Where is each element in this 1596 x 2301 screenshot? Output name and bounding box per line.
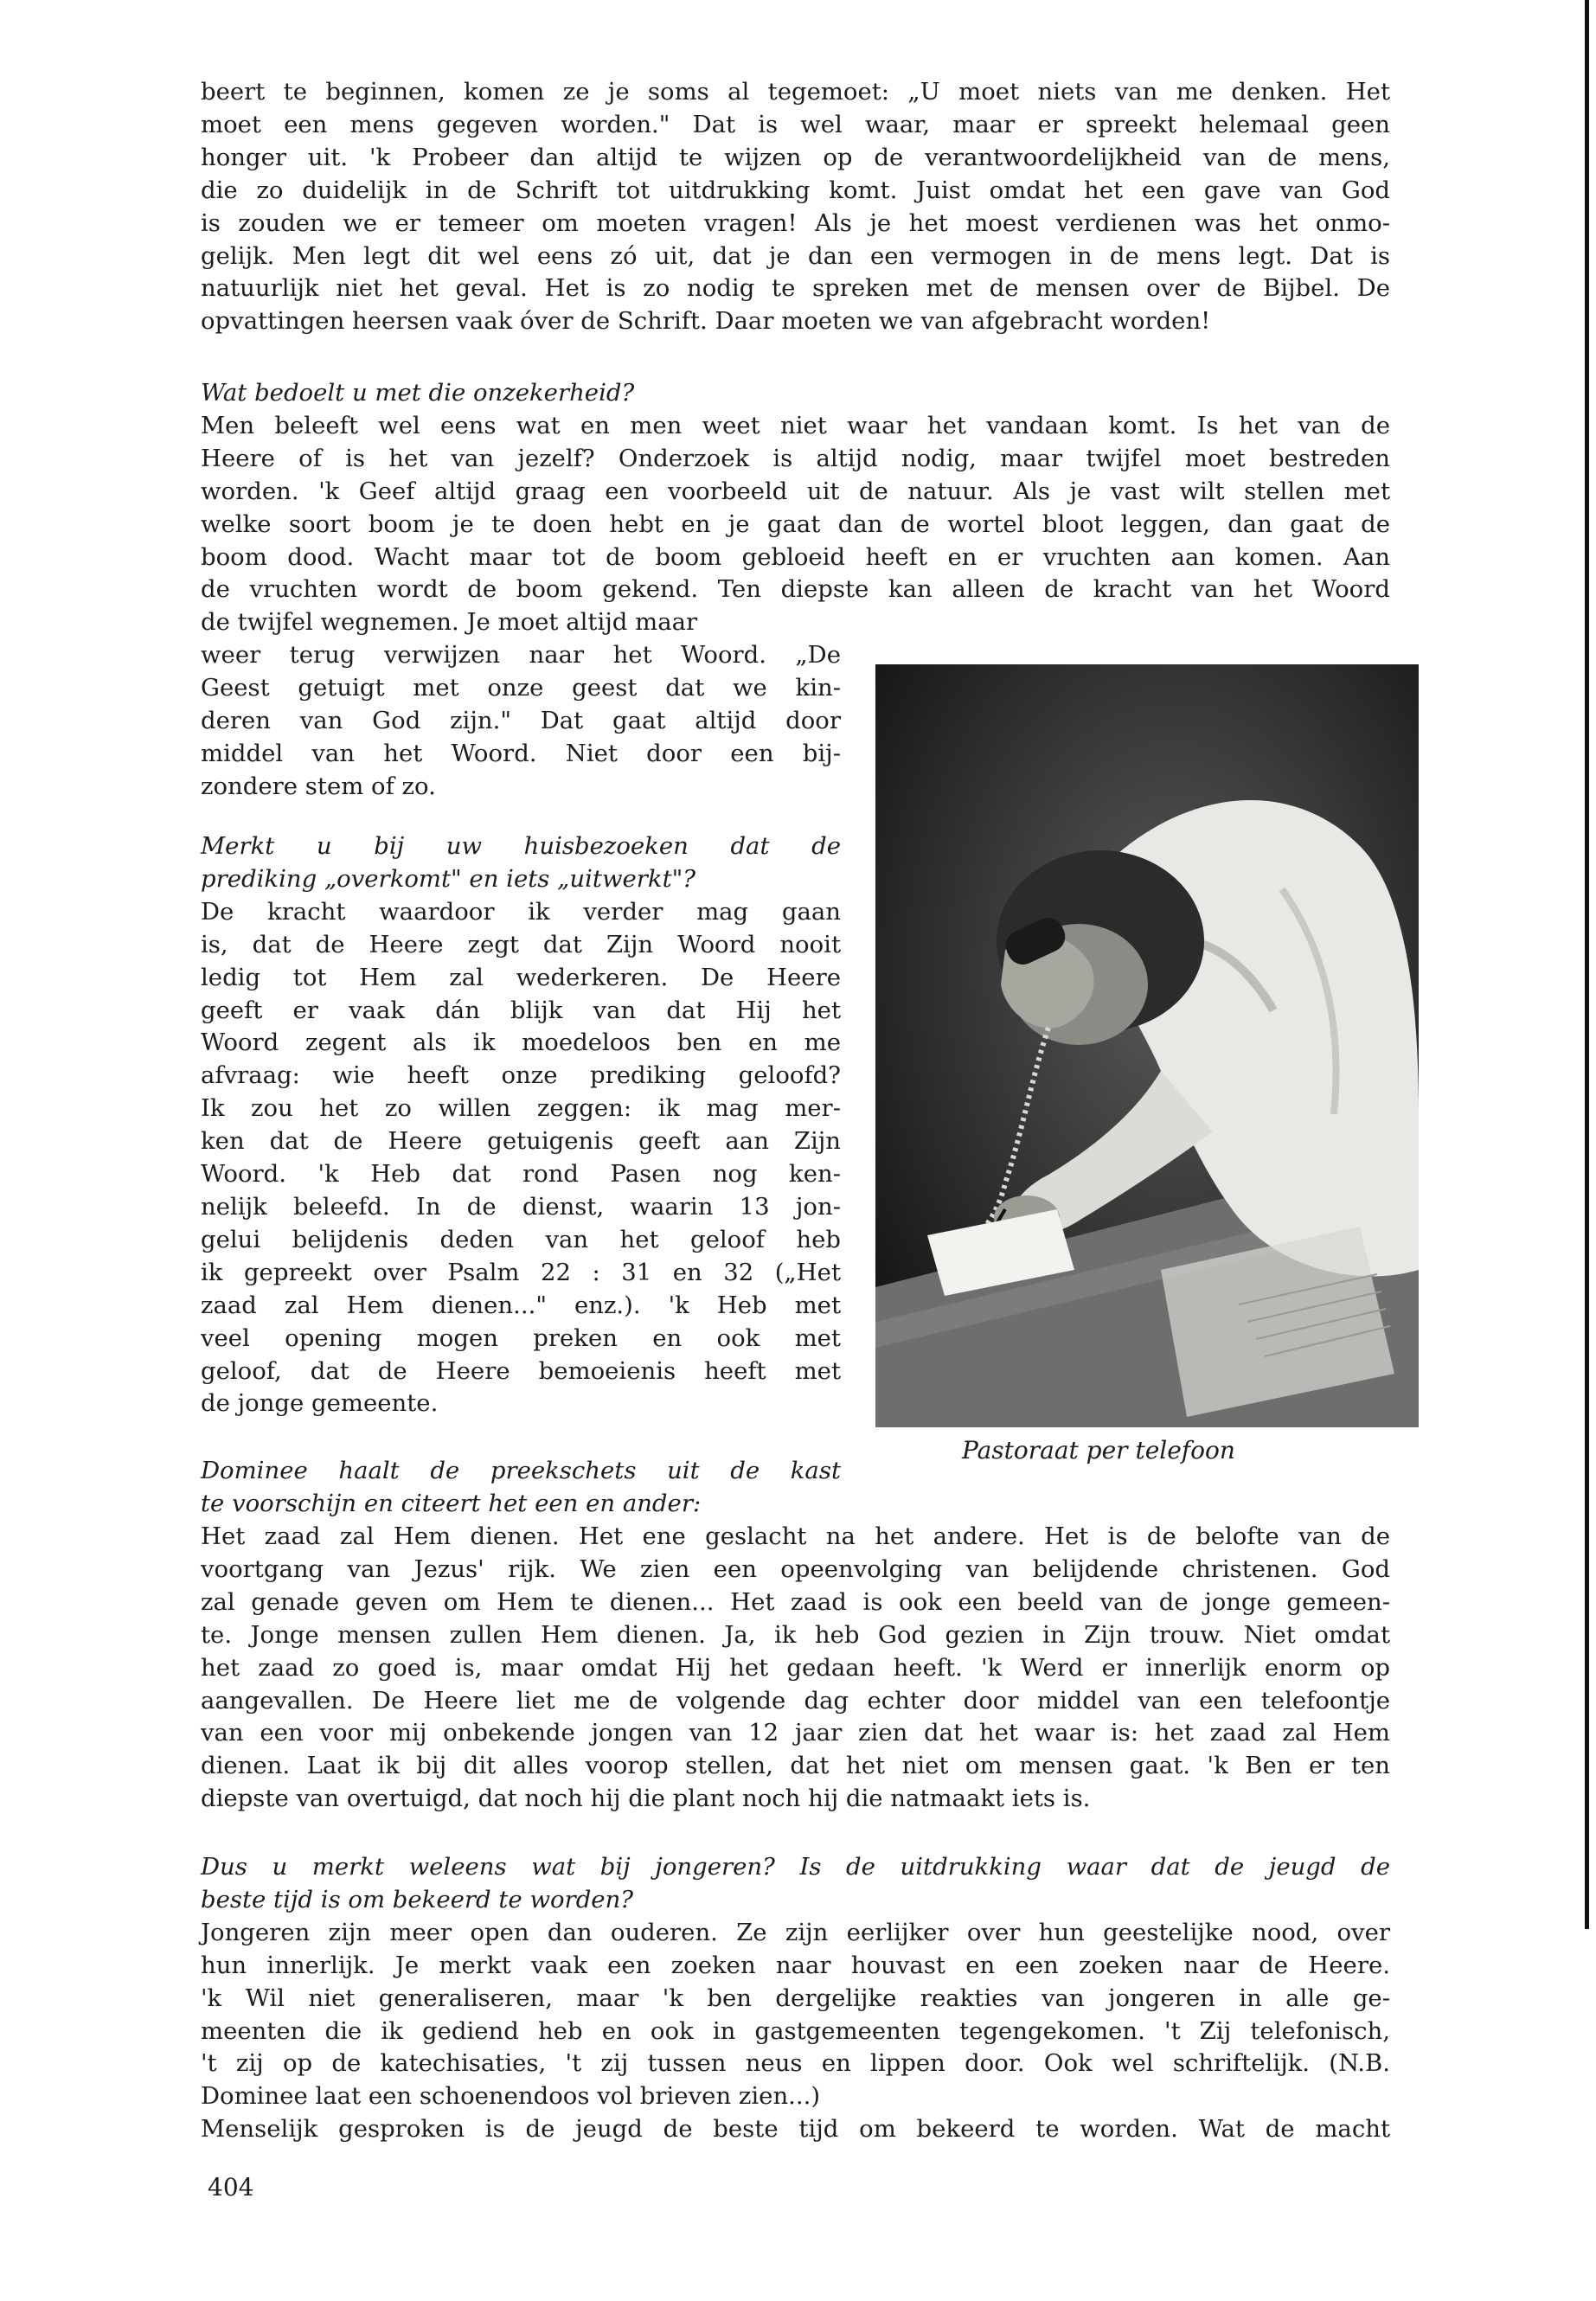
note-line: te voorschijn en citeert het een en ander: <box>201 1489 702 1517</box>
text-line: zaad zal Hem dienen..." enz.). 'k Heb met <box>201 1291 841 1319</box>
question-2-line: prediking „overkomt" en iets „uitwerkt"? <box>201 864 696 893</box>
text-line: afvraag: wie heeft onze prediking geloofd? <box>201 1061 841 1090</box>
text-line: geloof, dat de Heere bemoeienis heeft met <box>201 1356 841 1385</box>
text-line: is zouden we er temeer om moeten vragen! Als je het moest verdienen was het onmo- <box>201 208 1390 237</box>
question-2-line: Merkt u bij uw huisbezoeken dat de <box>201 832 841 860</box>
text-line: moet een mens gegeven worden." Dat is wel waar, maar er spreekt helemaal geen <box>201 110 1390 138</box>
text-line: Menselijk gesproken is de jeugd de beste tijd om bekeerd te worden. Wat de macht <box>201 2115 1390 2144</box>
answer-3-paragraph <box>201 1521 1390 1816</box>
intro-paragraph <box>201 76 1390 338</box>
photo-illustration <box>875 664 1419 1427</box>
text-line: natuurlijk niet het geval. Het is zo nodig te spreken met de mensen over de Bijbel. De <box>201 274 1390 303</box>
text-line: de vruchten wordt de boom gekend. Ten diepste kan alleen de kracht van het Woord <box>201 575 1390 604</box>
page-number: 404 <box>208 2173 254 2202</box>
text-line: Jongeren zijn meer open dan ouderen. Ze zijn eerlijker over hun geestelijke nood, over <box>201 1918 1390 1946</box>
text-line: zondere stem of zo. <box>201 772 436 800</box>
question-4-line: Dus u merkt weleens wat bij jongeren? Is de uitdrukking waar dat de jeugd de <box>201 1853 1390 1881</box>
text-line: aangevallen. De Heere liet me de volgende dag echter door middel van een telefoontje <box>201 1686 1390 1715</box>
photo-caption: Pastoraat per telefoon <box>962 1436 1235 1465</box>
text-line: deren van God zijn." Dat gaat altijd door <box>201 706 841 734</box>
text-line: is, dat de Heere zegt dat Zijn Woord nooit <box>201 930 841 958</box>
text-line: middel van het Woord. Niet door een bij- <box>201 739 841 767</box>
text-line: 'k Wil niet generaliseren, maar 'k ben dergelijke reakties van jongeren in alle ge- <box>201 1984 1390 2012</box>
question-4-line: beste tijd is om bekeerd te worden? <box>201 1885 634 1913</box>
question-answer-2 <box>201 830 841 1420</box>
question-1: Wat bedoelt u met die onzekerheid? <box>201 379 635 407</box>
text-line: 't zij op de katechisaties, 't zij tussen neus en lippen door. Ook wel schriftelijk. (N.B. <box>201 2049 1390 2078</box>
text-line: die zo duidelijk in de Schrift tot uitdrukking komt. Juist omdat het een gave van God <box>201 176 1390 204</box>
text-line: de jonge gemeente. <box>201 1389 439 1418</box>
text-line: welke soort boom je te doen hebt en je gaat dan de wortel bloot leggen, dan gaat de <box>201 510 1390 538</box>
text-line: Men beleeft wel eens wat en men weet niet waar het vandaan komt. Is het van de <box>201 411 1390 439</box>
text-line: van een voor mij onbekende jongen van 12 jaar zien dat het waar is: het zaad zal Hem <box>201 1719 1390 1747</box>
text-line: diepste van overtuigd, dat noch hij die plant noch hij die natmaakt iets is. <box>201 1785 1091 1813</box>
text-line: beert te beginnen, komen ze je soms al tegemoet: „U moet niets van me denken. Het <box>201 78 1390 106</box>
text-line: zal genade geven om Hem te dienen... Het zaad is ook een beeld van de jonge gemeen- <box>201 1587 1390 1616</box>
telephone-photo <box>875 664 1419 1427</box>
text-line: Woord zegent als ik moedeloos ben en me <box>201 1029 841 1057</box>
text-line: voortgang van Jezus' rijk. We zien een opeenvolging van belijdende christenen. God <box>201 1554 1390 1583</box>
text-line: veel opening mogen preken en ook met <box>201 1324 841 1352</box>
text-line: meenten die ik gediend heb en ook in gastgemeenten tegengekomen. 't Zij telefonisch, <box>201 2016 1390 2045</box>
text-line: Heere of is het van jezelf? Onderzoek is altijd nodig, maar twijfel moet bestreden <box>201 444 1390 472</box>
text-line: De kracht waardoor ik verder mag gaan <box>201 897 841 926</box>
text-line: Het zaad zal Hem dienen. Het ene geslacht na het andere. Het is de belofte van de <box>201 1522 1390 1550</box>
text-line: ledig tot Hem zal wederkeren. De Heere <box>201 963 841 991</box>
answer-1-continued <box>201 639 841 804</box>
question-answer-4 <box>201 1851 1390 2146</box>
text-line: weer terug verwijzen naar het Woord. „De <box>201 641 841 669</box>
text-line: Geest getuigt met onze geest dat we kin- <box>201 673 841 702</box>
text-line: nelijk beleefd. In de dienst, waarin 13 jon- <box>201 1192 841 1221</box>
text-line: Ik zou het zo willen zeggen: ik mag mer- <box>201 1094 841 1123</box>
text-line: geeft er vaak dán blijk van dat Hij het <box>201 996 841 1024</box>
note-line: Dominee haalt de preekschets uit de kast <box>201 1457 841 1484</box>
text-line: Woord. 'k Heb dat rond Pasen nog ken- <box>201 1160 841 1189</box>
text-line: te. Jonge mensen zullen Hem dienen. Ja, ik heb God gezien in Zijn trouw. Niet omdat <box>201 1620 1390 1649</box>
text-line: boom dood. Wacht maar tot de boom gebloeid heeft en er vruchten aan komen. Aan <box>201 542 1390 571</box>
text-line: ken dat de Heere getuigenis geeft aan Zijn <box>201 1127 841 1156</box>
text-line: worden. 'k Geef altijd graag een voorbeeld uit de natuur. Als je vast wilt stellen met <box>201 477 1390 505</box>
text-line: gelui belijdenis deden van het geloof heb <box>201 1225 841 1253</box>
text-line: de twijfel wegnemen. Je moet altijd maar <box>201 608 698 637</box>
text-line: dienen. Laat ik bij dit alles voorop stellen, dat het niet om mensen gaat. 'k Ben er ten <box>201 1752 1390 1780</box>
editorial-note <box>201 1455 841 1521</box>
question-answer-1 <box>201 377 1390 639</box>
text-line: hun innerlijk. Je merkt vaak een zoeken naar houvast en een zoeken naar de Heere. <box>201 1951 1390 1979</box>
text-line: het zaad zo goed is, maar omdat Hij het gedaan heeft. 'k Werd er innerlijk enorm op <box>201 1653 1390 1682</box>
text-line: ik gepreekt over Psalm 22 : 31 en 32 („Het <box>201 1258 841 1286</box>
text-line: opvattingen heersen vaak óver de Schrift. Daar moeten we van afgebracht worden! <box>201 307 1211 336</box>
text-line: gelijk. Men legt dit wel eens zó uit, dat je dan een vermogen in de mens legt. Dat is <box>201 241 1390 270</box>
text-line: Dominee laat een schoenendoos vol brieven zien...) <box>201 2082 821 2111</box>
text-line: honger uit. 'k Probeer dan altijd te wijzen op de verantwoordelijkheid van de mens, <box>201 143 1390 171</box>
page-edge-line <box>1585 0 1589 1929</box>
